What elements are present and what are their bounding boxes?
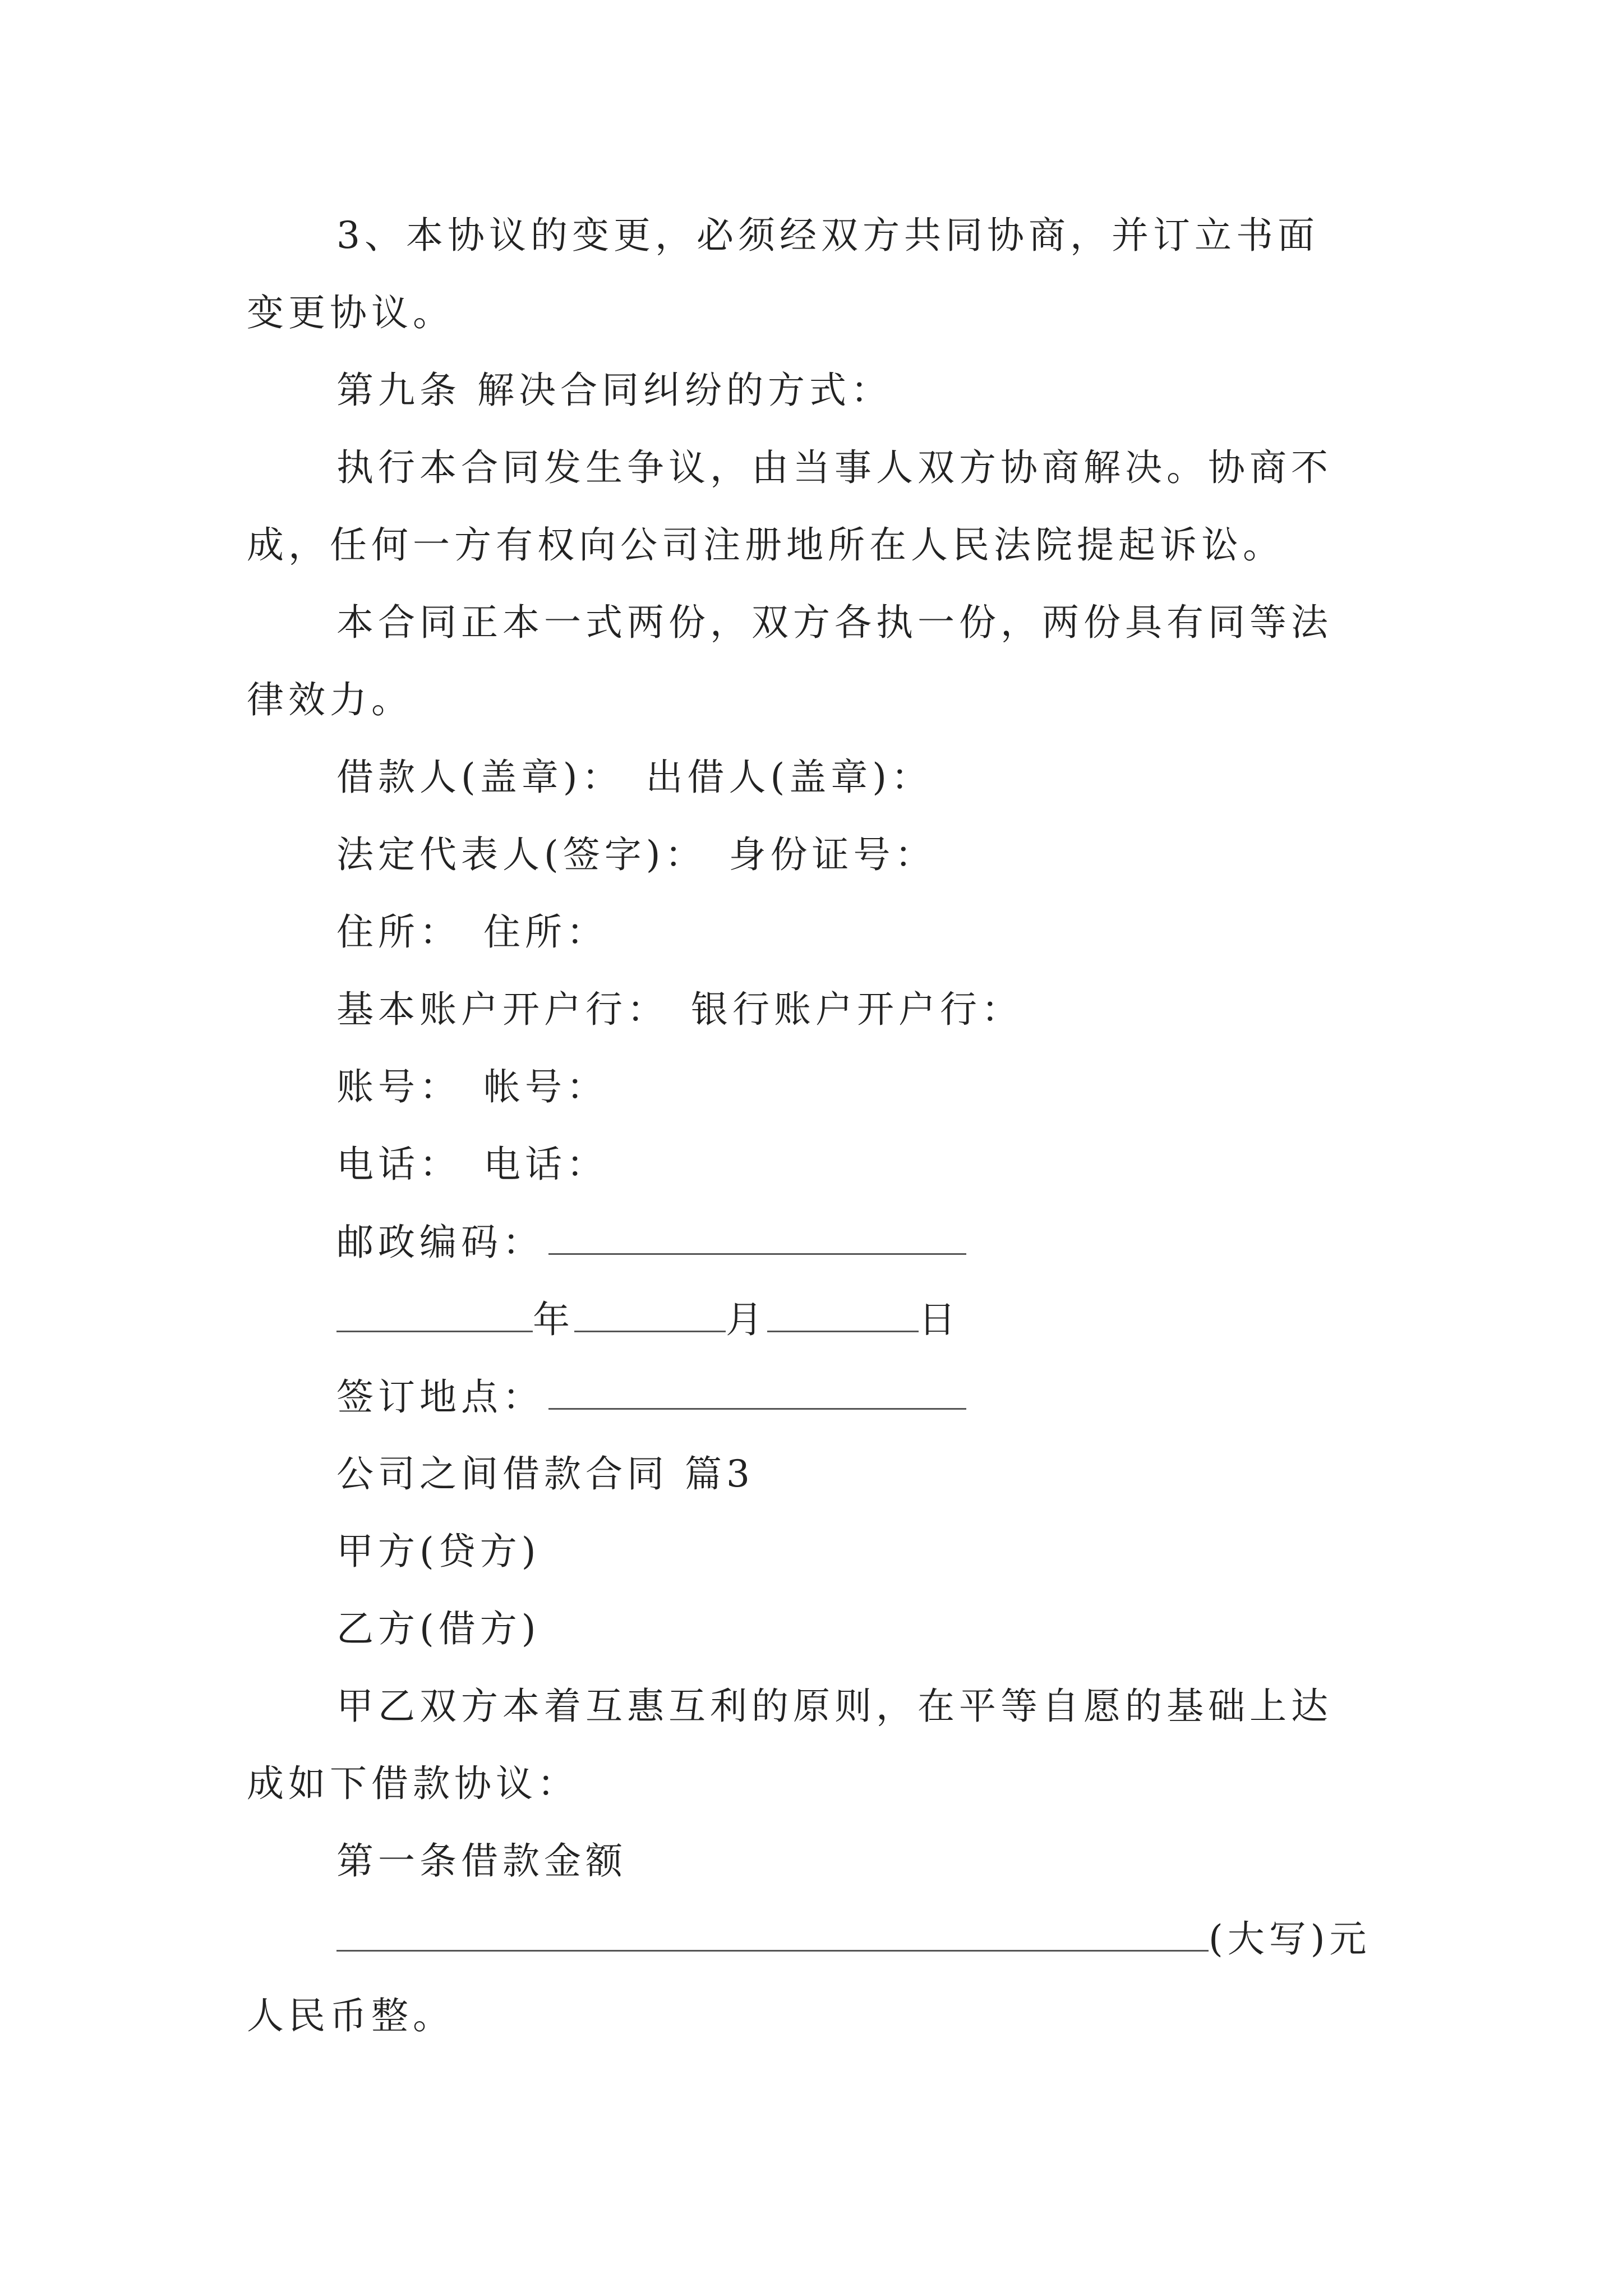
date-line — [336, 1297, 960, 1342]
amount-suffix: (大写)元 — [1209, 1917, 1371, 1961]
phone-label-1: 电话： — [336, 1143, 461, 1186]
signing-place-blank[interactable] — [548, 1374, 966, 1410]
borrower-seal-label: 借款人(盖章)： — [336, 756, 624, 799]
article-heading: 第一条借款金额 — [336, 1839, 627, 1883]
address-label-1: 住所： — [336, 910, 461, 954]
year-label: 年 — [533, 1298, 574, 1341]
day-blank[interactable] — [767, 1297, 919, 1332]
id-number-label: 身份证号： — [728, 833, 937, 876]
bank-account-bank-label: 银行账户开户行： — [691, 988, 1023, 1031]
amount-line — [336, 1916, 1371, 1961]
month-blank[interactable] — [574, 1297, 726, 1332]
address-label-2: 住所： — [483, 910, 608, 954]
bank-line — [336, 987, 1023, 1032]
account-line — [336, 1065, 608, 1110]
day-label: 日 — [919, 1298, 960, 1341]
paragraph-line: 成如下借款协议： — [247, 1762, 579, 1805]
legal-rep-label: 法定代表人(签字)： — [336, 833, 707, 876]
seal-line — [336, 755, 933, 800]
basic-account-bank-label: 基本账户开户行： — [336, 988, 668, 1031]
amount-blank[interactable] — [336, 1916, 1209, 1952]
representative-line — [336, 832, 937, 877]
party-b-label: 乙方(借方) — [336, 1607, 541, 1650]
postcode-label: 邮政编码： — [336, 1221, 544, 1264]
paragraph-line: 成，任何一方有权向公司注册地所在人民法院提起诉讼。 — [247, 523, 1284, 567]
lender-seal-label: 出借人(盖章)： — [645, 756, 933, 799]
section-title: 公司之间借款合同 篇3 — [336, 1452, 754, 1496]
paragraph-line: 律效力。 — [247, 678, 413, 721]
paragraph-line: 执行本合同发生争议，由当事人双方协商解决。协商不 — [336, 446, 1332, 489]
party-a-label: 甲方(贷方) — [336, 1530, 541, 1573]
account-no-label-1: 账号： — [336, 1065, 461, 1108]
paragraph-line: 3、本协议的变更，必须经双方共同协商，并订立书面 — [336, 214, 1319, 257]
postcode-blank[interactable] — [548, 1220, 966, 1255]
phone-label-2: 电话： — [483, 1143, 608, 1186]
paragraph-line: 本合同正本一式两份，双方各执一份，两份具有同等法 — [336, 601, 1332, 644]
signing-place-line — [336, 1374, 966, 1419]
month-label: 月 — [726, 1298, 767, 1341]
postcode-line — [336, 1220, 966, 1264]
account-no-label-2: 帐号： — [483, 1065, 608, 1108]
address-line — [336, 910, 608, 955]
paragraph-line: 人民币整。 — [247, 1994, 454, 2037]
paragraph-line: 变更协议。 — [247, 291, 454, 334]
phone-line — [336, 1142, 608, 1187]
year-blank[interactable] — [336, 1297, 533, 1332]
signing-place-label: 签订地点： — [336, 1375, 544, 1419]
article-heading: 第九条 解决合同纠纷的方式： — [336, 369, 892, 412]
paragraph-line: 甲乙双方本着互惠互利的原则，在平等自愿的基础上达 — [336, 1685, 1332, 1728]
